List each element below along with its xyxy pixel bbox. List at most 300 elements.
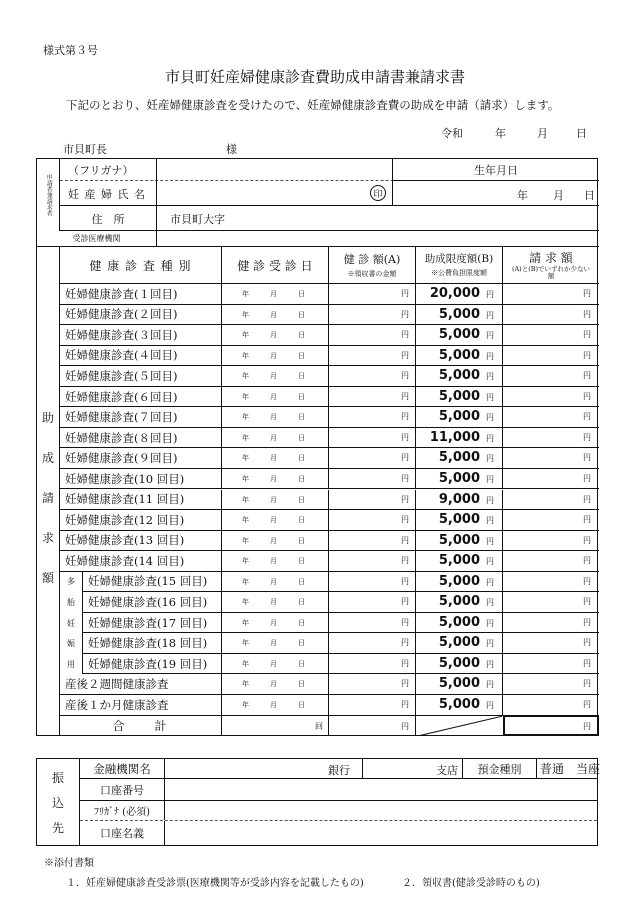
yen-unit: 円 [486, 639, 494, 649]
row-amount-a-field[interactable] [328, 284, 415, 304]
yen-unit: 円 [583, 494, 591, 504]
date-unit: 月 [270, 680, 277, 689]
row-claim-field[interactable] [502, 428, 599, 448]
birth-day-unit: 日 [584, 189, 595, 202]
date-unit: 日 [298, 577, 305, 586]
row-date-field[interactable] [221, 674, 328, 694]
row-claim-field[interactable] [502, 654, 599, 674]
date-unit: 年 [242, 290, 249, 298]
date-unit: 日 [298, 618, 305, 627]
date-unit: 年 [242, 618, 249, 627]
table-row [60, 325, 599, 346]
row-date-field[interactable] [221, 510, 328, 530]
row-amount-a-field[interactable] [328, 428, 415, 448]
row-claim-field[interactable] [502, 305, 599, 325]
account-name-input[interactable] [168, 823, 588, 843]
attachment-item-1: １．妊産婦健康診査受診票(医療機関等が受診内容を記載したもの) [66, 878, 364, 889]
date-unit: 年 [242, 557, 249, 566]
yen-unit: 円 [401, 453, 409, 463]
limit-value: 5,000 [438, 614, 480, 630]
birthdate-label: 生年月日 [392, 159, 599, 181]
row-exam-name: 妊婦健康診査(２回目) [65, 307, 178, 322]
row-limit-b [415, 469, 502, 489]
date-unit: 日 [298, 536, 305, 545]
row-date-field[interactable] [221, 387, 328, 407]
date-unit: 日 [298, 701, 305, 709]
attachment-item-2: ２．領収書(健診受診時のもの) [402, 878, 540, 889]
row-claim-field[interactable] [502, 510, 599, 530]
birth-year-unit: 年 [517, 189, 528, 202]
row-date-field[interactable] [221, 551, 328, 571]
bank-unit: 銀行 [328, 764, 350, 777]
deposit-type-options[interactable]: 普通 当座 [539, 762, 600, 776]
addressee: 市貝町長 [63, 143, 107, 156]
table-row [60, 510, 599, 531]
row-limit-b [415, 551, 502, 571]
row-amount-a-field[interactable] [328, 531, 415, 551]
limit-value: 5,000 [438, 697, 480, 712]
row-limit-b [415, 428, 502, 448]
date-unit: 日 [298, 516, 305, 525]
total-limit-b-blank [415, 716, 502, 736]
row-exam-name: 産後２週間健康診査 [65, 677, 169, 692]
row-date-field[interactable] [221, 366, 328, 386]
date-unit: 日 [298, 372, 305, 381]
row-claim-field[interactable] [502, 633, 599, 653]
header-amount-a: 健 診 額(A) [343, 253, 401, 266]
row-amount-a-field[interactable] [328, 469, 415, 489]
row-exam-name: 妊婦健康診査(18 回目) [88, 636, 208, 651]
addressee-sama: 様 [226, 143, 237, 156]
date-unit: 月 [270, 577, 277, 586]
table-row [60, 613, 599, 634]
row-claim-field[interactable] [502, 695, 599, 715]
date-unit: 年 [242, 680, 249, 689]
date-unit: 日 [298, 495, 305, 504]
table-row [60, 572, 599, 593]
row-date-field[interactable] [221, 654, 328, 674]
row-claim-field[interactable] [502, 387, 599, 407]
date-unit: 年 [242, 659, 249, 668]
date-unit: 日 [298, 680, 305, 689]
yen-unit: 円 [486, 536, 494, 546]
yen-unit: 円 [401, 597, 409, 607]
limit-value: 5,000 [438, 553, 480, 569]
date-unit: 年 [242, 454, 249, 463]
row-claim-field[interactable] [502, 531, 599, 551]
limit-value: 5,000 [438, 450, 480, 466]
row-exam-name: 妊婦健康診査(８回目) [65, 430, 178, 445]
date-unit: 月 [270, 701, 277, 709]
account-furigana-input[interactable] [168, 802, 588, 819]
row-exam-name: 妊婦健康診査(９回目) [65, 451, 178, 466]
date-unit: 月 [270, 557, 277, 566]
address-field[interactable]: 市貝町大字 [170, 212, 225, 226]
date-unit: 年 [242, 392, 249, 401]
limit-value: 5,000 [438, 409, 480, 425]
yen-unit: 円 [583, 617, 591, 627]
table-row [60, 346, 599, 367]
date-unit: 月 [270, 454, 277, 463]
clinic-input[interactable] [159, 231, 589, 246]
date-unit: 月 [270, 372, 277, 381]
limit-value: 5,000 [438, 306, 480, 322]
date-era: 令和 [441, 127, 463, 140]
yen-unit: 円 [583, 679, 591, 689]
row-date-field[interactable] [221, 469, 328, 489]
yen-unit: 円 [486, 557, 494, 567]
table-row [60, 695, 599, 716]
row-exam-name: 妊婦健康診査(３回目) [65, 327, 178, 342]
row-amount-a-field[interactable] [328, 551, 415, 571]
date-unit: 月 [270, 659, 277, 668]
date-unit: 日 [298, 659, 305, 668]
date-unit: 年 [242, 433, 249, 442]
yen-unit: 円 [401, 617, 409, 627]
date-unit: 日 [298, 639, 305, 648]
table-header [60, 247, 599, 284]
side-char: 求 [41, 530, 54, 545]
clinic-label: 受診医療機関 [72, 234, 121, 243]
row-date-field[interactable] [221, 305, 328, 325]
date-unit: 年 [242, 474, 249, 483]
date-unit: 年 [242, 331, 249, 340]
yen-unit: 円 [486, 598, 494, 608]
bank-side-char: 先 [51, 821, 64, 835]
date-unit: 年 [242, 516, 249, 525]
row-limit-b [415, 572, 502, 592]
date-unit: 年 [242, 310, 249, 319]
row-amount-a-field[interactable] [328, 654, 415, 674]
yen-unit: 円 [486, 454, 494, 464]
applicant-side-label: 申請者兼請求者 [37, 159, 60, 231]
yen-unit: 円 [583, 289, 591, 298]
row-limit-b [415, 531, 502, 551]
header-date: 健 診 受 診 日 [221, 247, 328, 283]
yen-unit: 円 [486, 659, 494, 669]
row-exam-name: 妊婦健康診査(５回目) [65, 368, 178, 383]
row-date-field[interactable] [221, 695, 328, 715]
row-amount-a-field[interactable] [328, 346, 415, 366]
yen-unit: 円 [401, 473, 409, 483]
side-char: 額 [41, 570, 54, 585]
yen-unit: 円 [486, 516, 494, 526]
date-unit: 日 [298, 474, 305, 483]
yen-unit: 円 [401, 350, 409, 360]
table-row [60, 654, 599, 675]
date-unit: 年 [242, 351, 249, 360]
row-amount-a-field[interactable] [328, 325, 415, 345]
limit-value: 20,000 [429, 286, 480, 301]
row-date-field[interactable] [221, 407, 328, 427]
date-unit: 月 [270, 433, 277, 442]
limit-value: 5,000 [438, 388, 480, 404]
date-unit: 年 [242, 495, 249, 504]
yen-unit: 円 [401, 391, 409, 401]
yen-unit: 円 [486, 577, 494, 587]
row-limit-b [415, 695, 502, 715]
row-date-field[interactable] [221, 448, 328, 468]
bank-name-input[interactable] [168, 760, 348, 777]
table-row [60, 387, 599, 408]
row-amount-a-field[interactable] [328, 633, 415, 653]
row-claim-field[interactable] [502, 366, 599, 386]
yen-unit: 円 [583, 473, 591, 483]
limit-value: 5,000 [438, 532, 480, 548]
row-exam-name: 妊婦健康診査(４回目) [65, 348, 178, 363]
date-unit: 月 [270, 495, 277, 504]
yen-unit: 円 [401, 515, 409, 525]
limit-value: 5,000 [438, 368, 480, 384]
date-unit: 年 [242, 639, 249, 648]
row-exam-name: 妊婦健康診査(15 回目) [88, 574, 208, 589]
header-kind: 健 康 診 査 種 別 [89, 258, 192, 273]
row-amount-a-field[interactable] [328, 695, 415, 715]
date-unit: 年 [242, 413, 249, 422]
row-limit-b [415, 490, 502, 510]
row-date-field[interactable] [221, 428, 328, 448]
yen-unit: 円 [401, 330, 409, 340]
row-claim-field[interactable] [502, 613, 599, 633]
yen-unit: 円 [583, 330, 591, 340]
row-limit-b [415, 387, 502, 407]
account-number-input[interactable] [168, 780, 588, 799]
row-amount-a-field[interactable] [328, 387, 415, 407]
limit-value: 5,000 [438, 512, 480, 528]
row-amount-a-field[interactable] [328, 490, 415, 510]
yen-unit: 円 [583, 309, 591, 319]
yen-unit: 円 [486, 392, 494, 402]
date-year: 年 [495, 127, 506, 140]
table-row [60, 407, 599, 428]
yen-unit: 円 [583, 391, 591, 401]
row-amount-a-field[interactable] [328, 510, 415, 530]
birth-month-unit: 月 [553, 189, 564, 202]
yen-unit: 円 [401, 535, 409, 545]
date-unit: 年 [242, 536, 249, 545]
claim-side-label [37, 247, 60, 736]
deposit-type-label: 預金種別 [463, 759, 537, 778]
row-date-field[interactable] [221, 531, 328, 551]
yen-unit: 円 [583, 412, 591, 422]
row-date-field[interactable] [221, 633, 328, 653]
limit-value: 5,000 [438, 676, 480, 692]
date-unit: 月 [270, 516, 277, 525]
limit-value: 9,000 [438, 491, 480, 507]
date-unit: 日 [298, 433, 305, 442]
yen-unit: 円 [486, 433, 494, 443]
page-title: 市貝町妊産婦健康診査費助成申請書兼請求書 [164, 68, 465, 86]
claim-table [37, 247, 599, 736]
table-row [60, 592, 599, 613]
row-claim-field[interactable] [502, 325, 599, 345]
row-limit-b [415, 284, 502, 304]
row-limit-b [415, 592, 502, 612]
limit-value: 5,000 [438, 347, 480, 363]
table-row [60, 490, 599, 511]
row-limit-b [415, 305, 502, 325]
yen-unit: 円 [486, 310, 494, 320]
date-unit: 月 [270, 290, 277, 298]
limit-value: 5,000 [438, 470, 480, 486]
yen-unit: 円 [486, 474, 494, 484]
date-unit: 月 [270, 331, 277, 340]
form-number: 様式第３号 [43, 44, 98, 57]
row-claim-field[interactable] [502, 407, 599, 427]
row-date-field[interactable] [221, 592, 328, 612]
table-row [60, 428, 599, 449]
yen-unit: 円 [486, 351, 494, 361]
date-unit: 年 [242, 598, 249, 607]
total-amount-a-field[interactable]: 円 [328, 716, 415, 736]
date-month: 月 [537, 127, 548, 140]
row-exam-name: 妊婦健康診査(17 回目) [88, 615, 208, 630]
row-amount-a-field[interactable] [328, 674, 415, 694]
branch-unit: 支店 [436, 764, 458, 777]
yen-unit: 円 [486, 331, 494, 341]
row-date-field[interactable] [221, 284, 328, 304]
yen-unit: 円 [583, 658, 591, 668]
yen-unit: 円 [486, 413, 494, 423]
header-amount-a-note: ※領収書の金額 [347, 270, 397, 278]
yen-unit: 円 [401, 638, 409, 648]
row-exam-name: 妊婦健康診査(14 回目) [65, 553, 185, 568]
side-char: 助 [41, 410, 54, 425]
table-row [60, 633, 599, 654]
bank-side-char: 振 [51, 771, 64, 785]
yen-unit: 円 [583, 700, 591, 709]
date-unit: 月 [270, 351, 277, 360]
date-day: 日 [576, 127, 587, 140]
yen-unit: 円 [583, 453, 591, 463]
header-limit-b-note: ※公費負担限度額 [431, 269, 487, 277]
total-claim-field[interactable]: 円 [503, 715, 599, 736]
account-number-label: 口座番号 [80, 779, 165, 800]
date-unit: 日 [298, 413, 305, 422]
date-unit: 日 [298, 557, 305, 566]
yen-unit: 円 [583, 350, 591, 360]
date-unit: 月 [270, 598, 277, 607]
date-unit: 日 [298, 392, 305, 401]
yen-unit: 円 [486, 701, 494, 710]
yen-unit: 円 [401, 576, 409, 586]
row-exam-name: 妊婦健康診査(11 回目) [65, 492, 185, 507]
header-limit-b: 助成限度額(B) [424, 253, 494, 265]
name-input[interactable] [160, 183, 380, 203]
bank-section [36, 758, 598, 846]
furigana-input[interactable] [160, 159, 410, 181]
total-count-field[interactable]: 回 [221, 716, 328, 736]
row-limit-b [415, 407, 502, 427]
row-exam-name: 妊婦健康診査(13 回目) [65, 533, 185, 548]
row-date-field[interactable] [221, 572, 328, 592]
row-claim-field[interactable] [502, 448, 599, 468]
row-limit-b [415, 633, 502, 653]
row-date-field[interactable] [221, 613, 328, 633]
birthdate-field[interactable] [392, 181, 599, 206]
row-amount-a-field[interactable] [328, 366, 415, 386]
date-unit: 月 [270, 618, 277, 627]
date-unit: 月 [270, 536, 277, 545]
side-char: 請 [41, 490, 54, 505]
row-claim-field[interactable] [502, 284, 599, 304]
row-limit-b [415, 448, 502, 468]
side-char: 成 [41, 450, 54, 465]
attachments-heading: ※添付書類 [44, 858, 94, 869]
row-claim-field[interactable] [502, 490, 599, 510]
seal-mark: 印 [370, 185, 386, 201]
table-row [60, 674, 599, 695]
row-amount-a-field[interactable] [328, 572, 415, 592]
row-limit-b [415, 346, 502, 366]
row-limit-b [415, 366, 502, 386]
yen-unit: 円 [401, 494, 409, 504]
date-unit: 月 [270, 639, 277, 648]
row-amount-a-field[interactable] [328, 592, 415, 612]
row-claim-field[interactable] [502, 469, 599, 489]
date-unit: 年 [242, 701, 249, 709]
yen-unit: 円 [486, 290, 494, 299]
intro-text: 下記のとおり、妊産婦健康診査を受けたので、妊産婦健康診査費の助成を申請（請求）します。 [66, 98, 560, 112]
row-exam-name: 妊婦健康診査(１回目) [65, 286, 178, 301]
row-claim-field[interactable] [502, 674, 599, 694]
account-name-label: 口座名義 [80, 821, 165, 845]
table-row [60, 305, 599, 326]
yen-unit: 円 [583, 576, 591, 586]
row-amount-a-field[interactable] [328, 407, 415, 427]
yen-unit: 円 [401, 289, 409, 298]
row-limit-b [415, 674, 502, 694]
yen-unit: 円 [401, 371, 409, 381]
row-claim-field[interactable] [502, 551, 599, 571]
row-amount-a-field[interactable] [328, 448, 415, 468]
header-claim-note: (A)と(B)でいずれか少ない額 [511, 265, 591, 281]
yen-unit: 円 [401, 412, 409, 422]
row-amount-a-field[interactable] [328, 305, 415, 325]
table-row [60, 531, 599, 552]
yen-unit: 円 [583, 556, 591, 566]
row-date-field[interactable] [221, 490, 328, 510]
total-row [60, 716, 599, 736]
yen-unit: 円 [486, 618, 494, 628]
row-date-field[interactable] [221, 346, 328, 366]
row-date-field[interactable] [221, 325, 328, 345]
row-claim-field[interactable] [502, 592, 599, 612]
total-label: 合 計 [112, 719, 169, 734]
limit-value: 5,000 [438, 635, 480, 651]
name-label: 妊 産 婦 氏 名 [68, 187, 146, 201]
date-unit: 年 [242, 577, 249, 586]
yen-unit: 円 [401, 432, 409, 442]
yen-unit: 円 [401, 700, 409, 709]
bank-side-char: 込 [51, 796, 64, 810]
date-unit: 日 [298, 351, 305, 360]
yen-unit: 円 [583, 535, 591, 545]
header-claim: 請 求 額 [529, 251, 573, 265]
date-unit: 日 [298, 598, 305, 607]
main-form [36, 158, 598, 736]
date-unit: 日 [298, 310, 305, 319]
row-claim-field[interactable] [502, 346, 599, 366]
bank-side-label [37, 759, 80, 845]
row-claim-field[interactable] [502, 572, 599, 592]
row-limit-b [415, 510, 502, 530]
yen-unit: 円 [401, 658, 409, 668]
row-amount-a-field[interactable] [328, 613, 415, 633]
limit-value: 5,000 [438, 573, 480, 589]
yen-unit: 円 [583, 638, 591, 648]
furigana-label: （フリガナ） [68, 164, 134, 177]
